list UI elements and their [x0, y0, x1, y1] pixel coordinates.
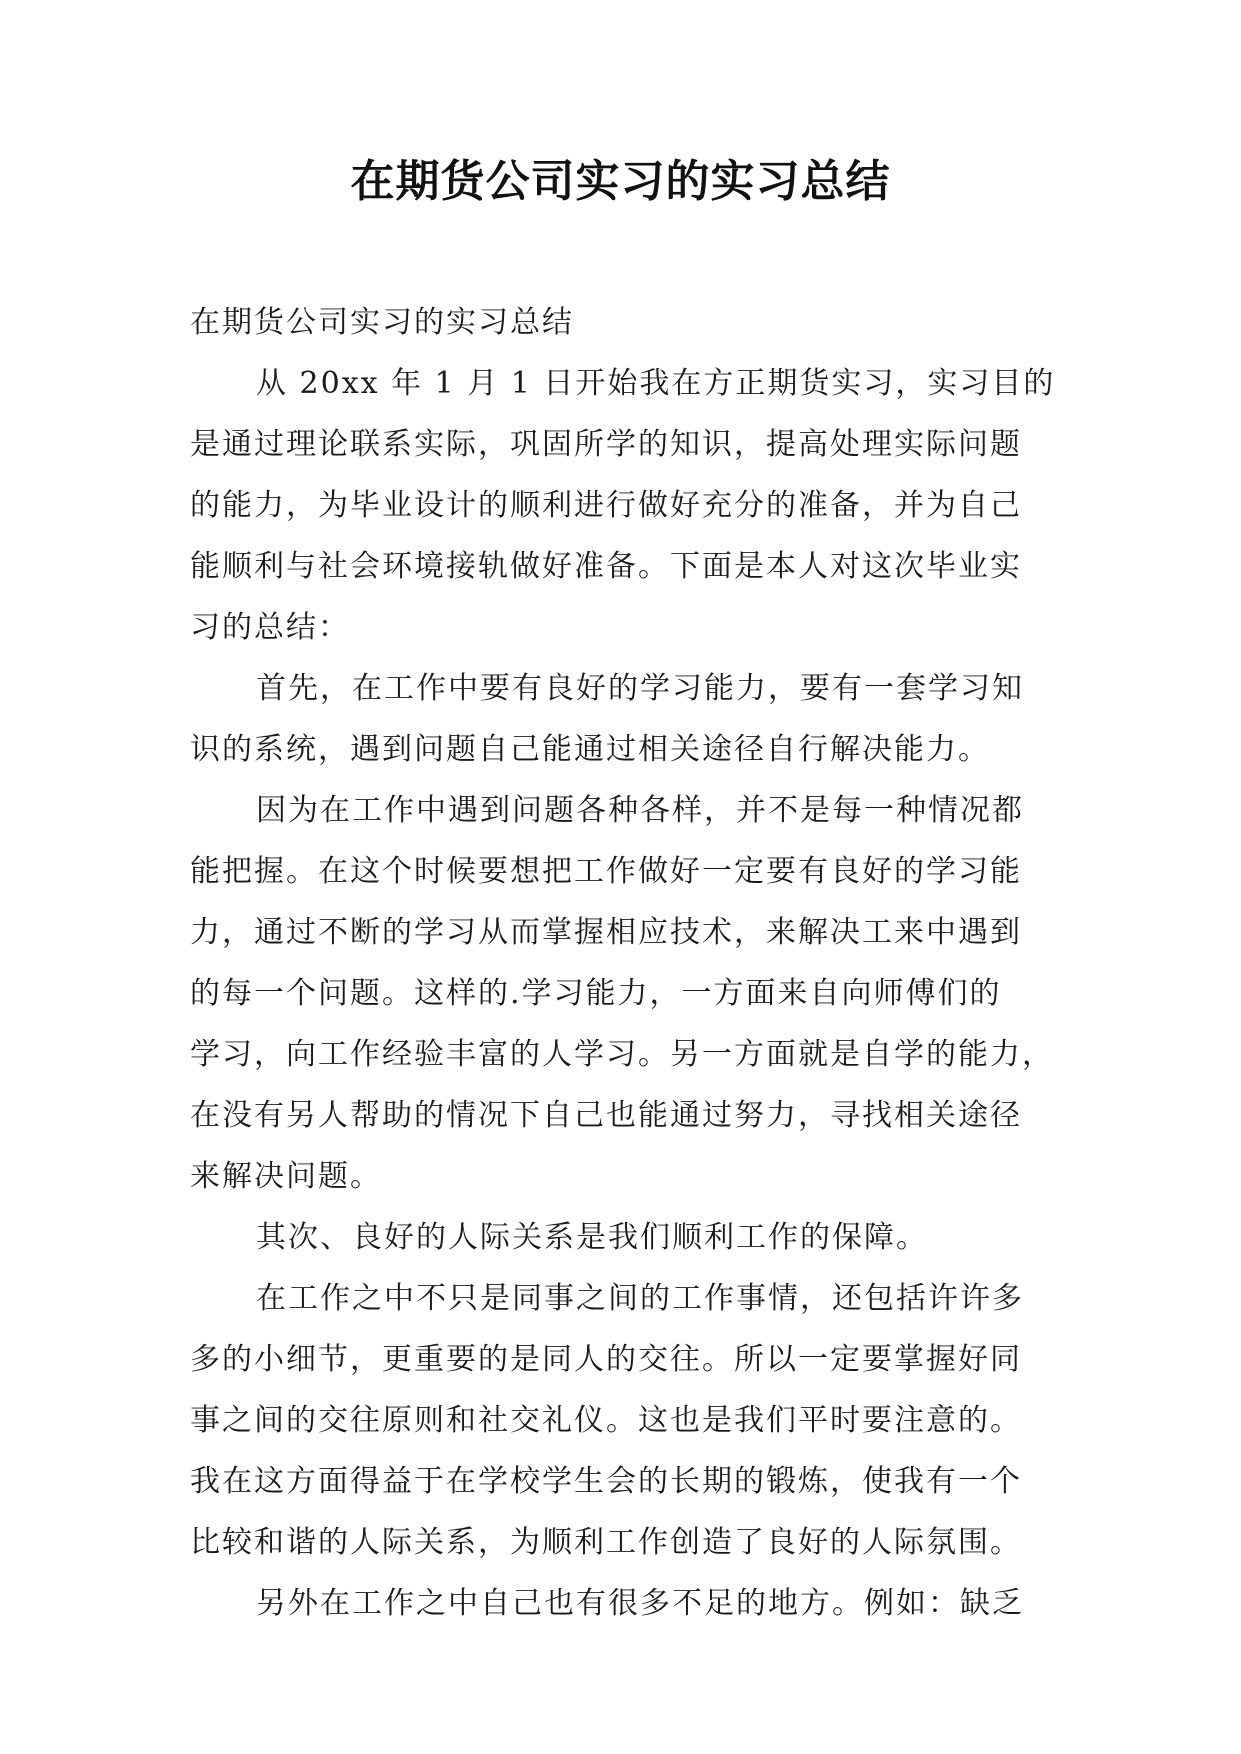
paragraph-line: 从 20xx 年 1 月 1 日开始我在方正期货实习，实习目的	[256, 366, 1056, 401]
paragraph-line: 在工作之中不只是同事之间的工作事情，还包括许许多	[256, 1281, 1024, 1316]
paragraph-line: 能顺利与社会环境接轨做好准备。下面是本人对这次毕业实	[190, 549, 1022, 584]
paragraph-line: 比较和谐的人际关系，为顺利工作创造了良好的人际氛围。	[190, 1525, 1022, 1560]
paragraph-line: 首先，在工作中要有良好的学习能力，要有一套学习知	[256, 671, 1024, 706]
document-body	[190, 292, 1070, 1634]
paragraph-line: 是通过理论联系实际，巩固所学的知识，提高处理实际问题	[190, 427, 1022, 462]
document-title: 在期货公司实习的实习总结	[350, 156, 891, 207]
paragraph-line: 习的总结：	[190, 610, 350, 645]
paragraph-line: 的每一个问题。这样的.学习能力，一方面来自向师傅们的	[190, 976, 1002, 1011]
paragraph-line: 另外在工作之中自己也有很多不足的地方。例如：缺乏	[256, 1586, 1024, 1621]
paragraph-line: 在没有另人帮助的情况下自己也能通过努力，寻找相关途径	[190, 1098, 1022, 1133]
paragraph-line: 力，通过不断的学习从而掌握相应技术，来解决工来中遇到	[190, 915, 1022, 950]
paragraph-line: 来解决问题。	[190, 1159, 382, 1194]
paragraph-line: 事之间的交往原则和社交礼仪。这也是我们平时要注意的。	[190, 1403, 1022, 1438]
paragraph-line: 学习，向工作经验丰富的人学习。另一方面就是自学的能力，	[190, 1037, 1054, 1072]
paragraph-line: 我在这方面得益于在学校学生会的长期的锻炼，使我有一个	[190, 1464, 1022, 1499]
paragraph-line: 因为在工作中遇到问题各种各样，并不是每一种情况都	[256, 793, 1024, 828]
paragraph-line: 其次、良好的人际关系是我们顺利工作的保障。	[256, 1220, 928, 1255]
paragraph-line: 识的系统，遇到问题自己能通过相关途径自行解决能力。	[190, 732, 990, 767]
subtitle-line: 在期货公司实习的实习总结	[190, 305, 574, 340]
paragraph-line: 的能力，为毕业设计的顺利进行做好充分的准备，并为自己	[190, 488, 1022, 523]
paragraph-line: 能把握。在这个时候要想把工作做好一定要有良好的学习能	[190, 854, 1022, 889]
paragraph-line: 多的小细节，更重要的是同人的交往。所以一定要掌握好同	[190, 1342, 1022, 1377]
